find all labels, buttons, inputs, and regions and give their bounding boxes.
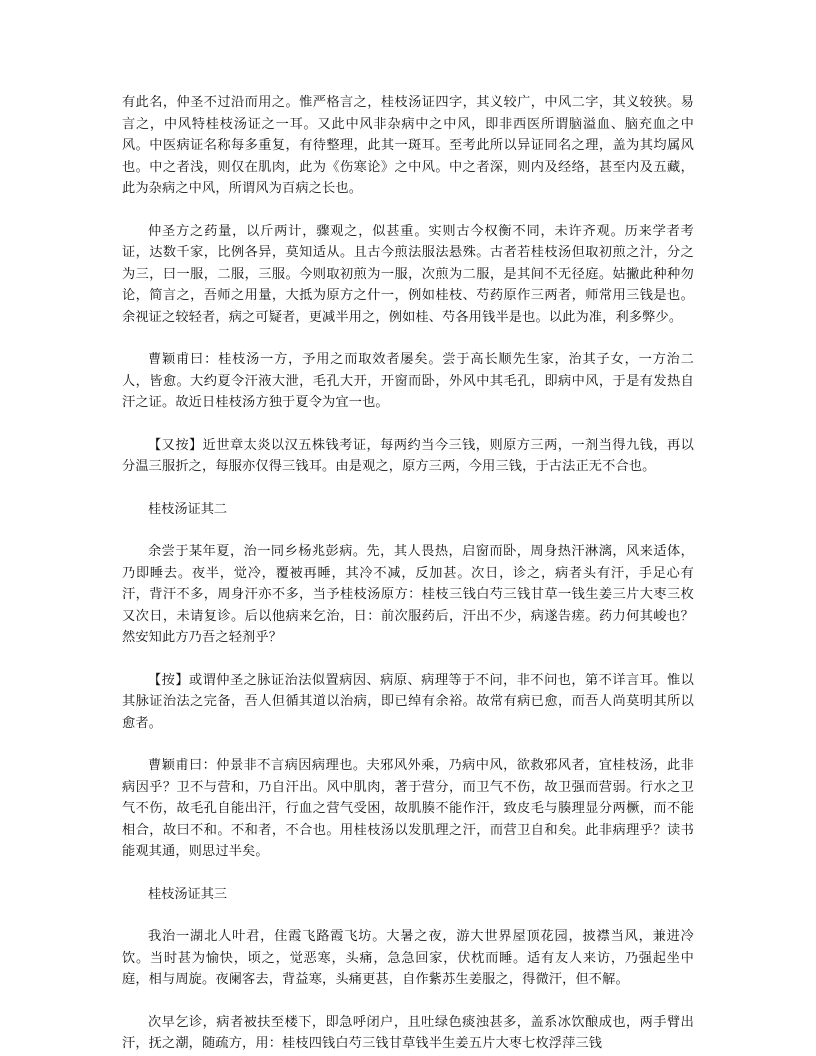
paragraph-cao-yingfu-comment-1: 曹颖甫曰：桂枝汤一方，予用之而取效者屡矣。尝于高长顺先生家，治其子女，一方治二人，皆愈。大约夏令汗液大泄，毛孔大开，开窗而卧，外风中其毛孔，即病中风，于是有发热自汗之证。故近日桂枝汤方独于夏令为宜一也。 xyxy=(122,352,694,410)
paragraph-case-3-prescription: 次早乞诊，病者被扶至楼下，即急呼闭户，且吐绿色痰浊甚多，盖系冰饮酿成也，两手臂出汗，抚之潮，随疏方，用：桂枝四钱白芍三钱甘草钱半生姜五片大枣七枚浮萍三钱 xyxy=(122,1014,694,1051)
paragraph-additional-note: 【又按】近世章太炎以汉五株钱考证，每两约当今三钱，则原方三两，一剂当得九钱，再以分温三服折之，每服亦仅得三钱耳。由是观之，原方三两，今用三钱，于古法正无不合也。 xyxy=(122,437,694,474)
paragraph-dosage: 仲圣方之药量，以斤两计，骤观之，似甚重。实则古今权衡不同，未许齐观。历来学者考证，达数千家，比例各异，莫知适从。且古今煎法服法悬殊。古者若桂枝汤但取初煎之汁，分之为三，曰一服，二服，三服。今则取初煎为一服，次煎为二服，是其间不无径庭。姑撇此种种勿论，简言之，吾师之用量，大抵为原方之什一，例如桂枝、芍药原作三两者，师常用三钱是也。余视证之较轻者，病之可疑者，更减半用之，例如桂、芍各用钱半是也。以此为准，利多弊少。 xyxy=(122,223,694,325)
paragraph-cao-yingfu-comment-2: 曹颖甫曰：仲景非不言病因病理也。夫邪风外乘，乃病中风，欲救邪风者，宜桂枝汤，此非病因乎？卫不与营和，乃自汗出。风中肌肉，著于营分，而卫气不伤，故卫强而营弱。行水之卫气不伤，故毛孔自能出汗，行血之营气受困，故肌腠不能作汗，致皮毛与腠理显分两橛，而不能相合，故曰不和。不和者，不合也。用桂枝汤以发肌理之汗，而营卫自和矣。此非病理乎？读书能观其通，则思过半矣。 xyxy=(122,758,694,859)
paragraph-case-3-story: 我治一湖北人叶君，住霞飞路霞飞坊。大暑之夜，游大世界屋顶花园，披襟当风，兼进冷饮。当时甚为愉快，顷之，觉恶寒，头痛，急急回家，伏枕而睡。适有友人来访，乃强起坐中庭，相与周旋。夜阑客去，背益寒，头痛更甚，自作紫苏生姜服之，得微汗，但不解。 xyxy=(122,929,694,987)
document-page xyxy=(122,92,694,1055)
section-heading-case-3: 桂枝汤证其三 xyxy=(148,886,228,902)
paragraph-case-2-note: 【按】或谓仲圣之脉证治法似置病因、病原、病理等于不问，非不问也，第不详言耳。惟以其脉证治法之完备，吾人但循其道以治病，即已绰有余裕。故常有病已愈，而吾人尚莫明其所以愈者。 xyxy=(122,672,694,731)
paragraph-zhongfeng-definition: 有此名，仲圣不过沿而用之。惟严格言之，桂枝汤证四字，其义较广，中风二字，其义较狭。易言之，中风特桂枝汤证之一耳。又此中风非杂病中之中风，即非西医所谓脑溢血、脑充血之中风。中医病证名称每多重复，有待整理，此其一斑耳。至考此所以异证同名之理，盖为其均属风也。中之者浅，则仅在肌肉，此为《伤寒论》之中风。中之者深，则内及经络，甚至内及五藏，此为杂病之中风，所谓风为百病之长也。 xyxy=(122,95,694,196)
paragraph-case-2-story: 余尝于某年夏，治一同乡杨兆彭病。先，其人畏热，启窗而卧，周身热汗淋漓，风来适体，乃即睡去。夜半，觉冷，覆被再睡，其冷不减，反加甚。次日，诊之，病者头有汗，手足心有汗，背汗不多，周身汗亦不多，当予桂枝汤原方：桂枝三钱白芍三钱甘草一钱生姜三片大枣三枚又次日，未请复诊。后以他病来乞治，日：前次服药后，汗出不少，病遂告瘥。药力何其峻也？然安知此方乃吾之轻剂乎？ xyxy=(122,544,694,645)
section-heading-case-2: 桂枝汤证其二 xyxy=(148,501,228,517)
